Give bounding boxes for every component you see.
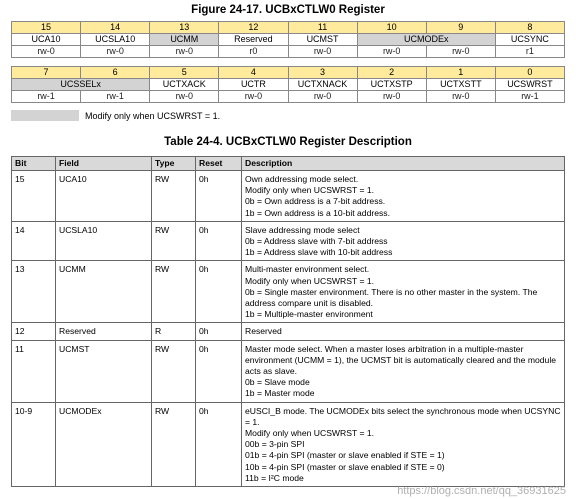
header-reset: Reset [196,157,242,171]
bit-number: 12 [219,22,288,34]
cell-reset: 0h [196,221,242,261]
description-line: 00b = 3-pin SPI [245,439,305,450]
legend-swatch [11,110,79,121]
access-type: r1 [495,46,564,58]
description-line: 0b = Address slave with 7-bit address [245,236,388,247]
cell-type: R [152,323,196,340]
cell-field: UCSLA10 [56,221,152,261]
header-field: Field [56,157,152,171]
cell-field: Reserved [56,323,152,340]
bit-number: 15 [12,22,81,34]
field-name-row [12,34,565,46]
description-line: 0b = Own address is a 7-bit address. [245,196,386,207]
bit-number: 11 [288,22,357,34]
access-type: rw-0 [81,46,150,58]
description-line: eUSCI_B mode. The UCMODEx bits select the synchronous mode when UCSYNC = 1. [245,405,561,427]
register-field: UCTR [219,79,288,91]
cell-description [242,261,565,323]
bit-number-row [12,67,565,79]
access-row [12,46,565,58]
bit-number: 2 [357,67,426,79]
cell-bit: 14 [12,221,56,261]
bit-number: 13 [150,22,219,34]
cell-description [242,402,565,486]
bit-number: 5 [150,67,219,79]
register-field: UCTXSTT [426,79,495,91]
table-header-row [12,157,565,171]
bit-number: 4 [219,67,288,79]
description-line: Slave addressing mode select [245,224,360,235]
cell-description [242,340,565,402]
description-line: 1b = Address slave with 10-bit address [245,247,393,258]
bit-number: 8 [495,22,564,34]
access-type: rw-0 [288,91,357,103]
description-line: 10b = 4-pin SPI (master or slave enabled if STE = 0) [245,461,445,472]
register-field: UCSWRST [495,79,564,91]
description-line: 01b = 4-pin SPI (master or slave enabled if STE = 1) [245,450,445,461]
register-field: UCSLA10 [81,34,150,46]
bit-number: 10 [357,22,426,34]
legend [11,110,220,121]
register-field: Reserved [219,34,288,46]
bit-number: 7 [12,67,81,79]
header-description: Description [242,157,565,171]
access-type: rw-0 [150,46,219,58]
bit-number-row [12,22,565,34]
cell-bit: 11 [12,340,56,402]
register-field: UCTXSTP [357,79,426,91]
table-row [12,323,565,340]
description-line: 1b = Multiple-master environment [245,309,373,320]
register-row-upper [11,21,565,58]
cell-type: RW [152,171,196,222]
register-field: UCSSELx [12,79,150,91]
access-type: rw-1 [495,91,564,103]
cell-bit: 13 [12,261,56,323]
description-line: 1b = Own address is a 10-bit address. [245,207,390,218]
legend-text: Modify only when UCSWRST = 1. [85,110,221,121]
cell-field: UCMM [56,261,152,323]
cell-reset: 0h [196,402,242,486]
register-field: UCTXNACK [288,79,357,91]
bit-number: 6 [81,67,150,79]
bit-number: 3 [288,67,357,79]
description-line: Modify only when UCSWRST = 1. [245,275,375,286]
access-row [12,91,565,103]
description-line: Master mode select. When a master loses arbitration in a multiple-master environment (UCMM = 1), the UCMST bit is automatically cleared and the module acts as slave. [245,343,557,377]
access-type: rw-0 [219,91,288,103]
cell-field: UCMODEx [56,402,152,486]
access-type: rw-0 [12,46,81,58]
table-row [12,221,565,261]
register-field: UCMM [150,34,219,46]
description-line: Modify only when UCSWRST = 1. [245,428,375,439]
access-type: rw-0 [426,91,495,103]
description-line: Own addressing mode select. [245,174,359,184]
header-type: Type [152,157,196,171]
access-type: rw-0 [357,91,426,103]
field-name-row [12,79,565,91]
cell-reset: 0h [196,340,242,402]
cell-description [242,171,565,222]
cell-bit: 10-9 [12,402,56,486]
description-line: Multi-master environment select. [245,264,370,275]
bit-number: 14 [81,22,150,34]
register-field: UCMST [288,34,357,46]
cell-field: UCMST [56,340,152,402]
register-field: UCMODEx [357,34,495,46]
bit-number: 9 [426,22,495,34]
bit-number: 0 [495,67,564,79]
cell-reset: 0h [196,261,242,323]
table-body [12,171,565,487]
access-type: rw-1 [81,91,150,103]
cell-reset: 0h [196,171,242,222]
cell-field: UCA10 [56,171,152,222]
table-row [12,171,565,222]
cell-type: RW [152,221,196,261]
register-description-table [11,156,565,487]
bit-number: 1 [426,67,495,79]
access-type: rw-0 [288,46,357,58]
description-line: 1b = Master mode [245,388,315,399]
description-line: 0b = Slave mode [245,377,310,388]
access-type: r0 [219,46,288,58]
access-type: rw-1 [12,91,81,103]
access-type: rw-0 [150,91,219,103]
access-type: rw-0 [357,46,426,58]
table-title: Table 24-4. UCBxCTLW0 Register Description [164,136,412,148]
description-line: Reserved [245,326,282,337]
description-line: 0b = Single master environment. There is no other master in the system. The address compare unit is disabled. [245,286,538,309]
description-line: 11b = I²C mode [245,472,304,483]
cell-description [242,221,565,261]
access-type: rw-0 [426,46,495,58]
figure-title: Figure 24-17. UCBxCTLW0 Register [191,4,385,16]
cell-type: RW [152,340,196,402]
cell-description [242,323,565,340]
register-field: UCA10 [12,34,81,46]
table-row [12,340,565,402]
header-bit: Bit [12,157,56,171]
cell-type: RW [152,402,196,486]
register-field: UCSYNC [495,34,564,46]
register-field: UCTXACK [150,79,219,91]
table-row [12,402,565,486]
cell-bit: 12 [12,323,56,340]
table-row [12,261,565,323]
cell-type: RW [152,261,196,323]
cell-bit: 15 [12,171,56,222]
cell-reset: 0h [196,323,242,340]
register-row-lower [11,66,565,103]
watermark: https://blog.csdn.net/qq_36931625 [397,485,566,497]
description-line: Modify only when UCSWRST = 1. [245,185,375,196]
